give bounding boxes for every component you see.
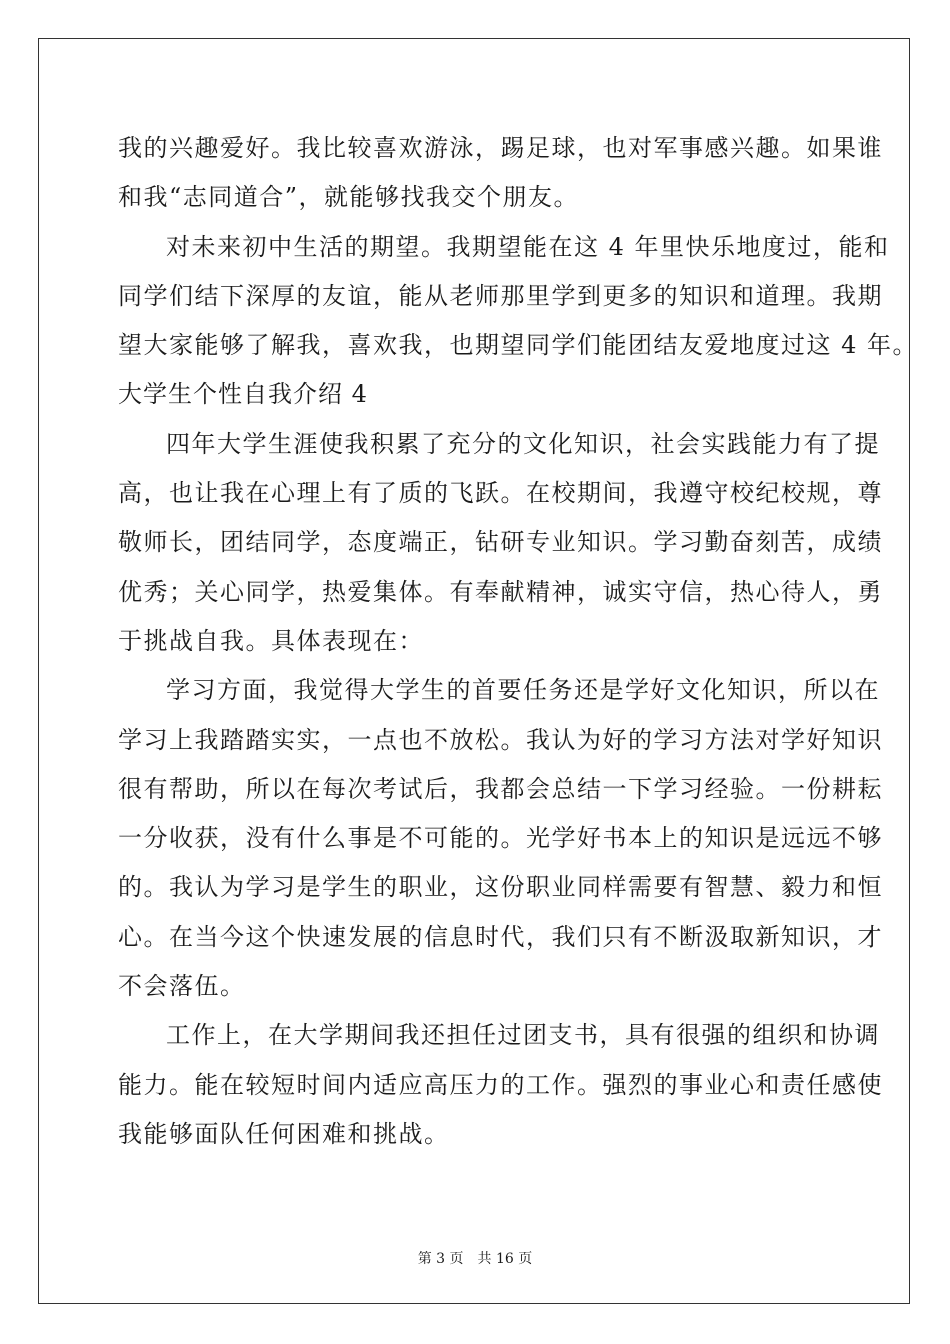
text-line: 能力。能在较短时间内适应高压力的工作。强烈的事业心和责任感使 [118,1070,883,1099]
text-line: 的。我认为学习是学生的职业，这份职业同样需要有智慧、毅力和恒 [118,873,883,902]
text-line: 对未来初中生活的期望。我期望能在这 4 年里快乐地度过，能和 [166,232,890,261]
text-line: 敬师长，团结同学，态度端正，钻研专业知识。学习勤奋刻苦，成绩 [118,528,883,557]
document-body [118,124,919,1159]
text-line: 和我“志同道合”，就能够找我交个朋友。 [118,183,580,212]
text-line: 望大家能够了解我，喜欢我，也期望同学们能团结友爱地度过这 4 年。 [118,331,919,360]
text-line: 我的兴趣爱好。我比较喜欢游泳，踢足球，也对军事感兴趣。如果谁 [118,134,883,162]
text-line: 于挑战自我。具体表现在： [118,626,424,655]
text-line: 高，也让我在心理上有了质的飞跃。在校期间，我遵守校纪校规，尊 [118,479,883,508]
page-number-footer: 第 3 页 共 16 页 [417,1251,533,1267]
text-line: 同学们结下深厚的友谊，能从老师那里学到更多的知识和道理。我期 [118,281,883,310]
text-line: 我能够面队任何困难和挑战。 [118,1119,450,1148]
text-line: 心。在当今这个快速发展的信息时代，我们只有不断汲取新知识，才 [118,922,883,951]
text-line: 学习方面，我觉得大学生的首要任务还是学好文化知识，所以在 [166,676,880,705]
text-line: 工作上，在大学期间我还担任过团支书，具有很强的组织和协调 [166,1021,880,1050]
text-line: 优秀；关心同学，热爱集体。有奉献精神，诚实守信，热心待人，勇 [118,577,883,606]
text-line: 学习上我踏踏实实，一点也不放松。我认为好的学习方法对学好知识 [118,725,883,754]
text-line: 一分收获，没有什么事是不可能的。光学好书本上的知识是远远不够 [118,824,883,853]
text-line: 很有帮助，所以在每次考试后，我都会总结一下学习经验。一份耕耘 [118,774,883,803]
text-line: 不会落伍。 [118,972,246,1001]
section-heading: 大学生个性自我介绍 4 [118,380,368,409]
text-line: 四年大学生涯使我积累了充分的文化知识，社会实践能力有了提 [166,429,880,458]
